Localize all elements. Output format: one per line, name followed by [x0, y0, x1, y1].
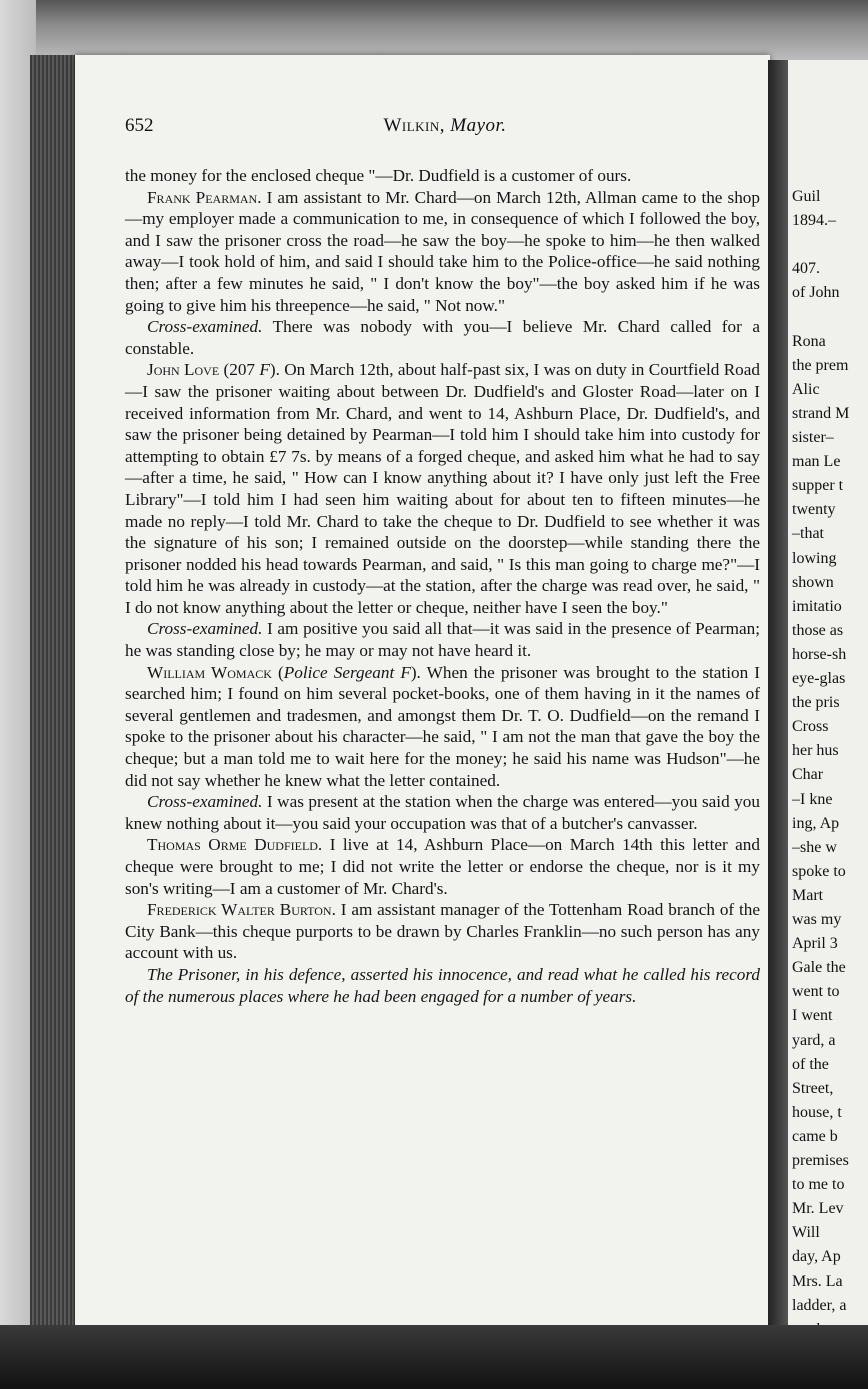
next-page-line: of John [792, 284, 840, 302]
witness-name: John Love [147, 360, 220, 380]
witness-name: Frank Pearman. [147, 187, 262, 207]
witness-detail-italic: Police Sergeant F [283, 662, 411, 682]
next-page-line: Guil [792, 188, 821, 205]
witness-detail-end: ). [410, 662, 421, 682]
cross-examined-label: Cross-examined. [147, 317, 263, 337]
left-page [75, 55, 770, 1335]
next-page-line: Char [792, 766, 824, 784]
next-page-line: Gale the [792, 959, 846, 977]
paragraph-text: There was nobody with you—I believe Mr. Chard called for a constable. [125, 317, 760, 358]
paragraph [125, 834, 760, 899]
paragraph-text: On March 12th, about half-past six, I was on duty in Courtfield Road—I saw the prisoner waiting about between Dr. Dudfield's and Gloster Road—later on I received information from Mr. Chard, and went to 14, Ashburn Place, Dr. Dudfield's, and saw the prisoner being detained by Pearman—I told him I should take him into custody for attempting to obtain £7 7s. by means of a forged cheque, and asked him what he had to say—after a time, he said, " How can I know anything about it? I have only just left the Free Library"—I told him I had seen him waiting about for about ten to fifteen minutes—he made no reply—I told Mr. Chard to take the cheque to Dr. Dudfield to see whether it was the signature of his son; I remained outside on the doorstep—while standing there the prisoner nodded his head towards Pearman, and said, " Is this man going to charge me?"—I told him he was already in custody—at the station, after the charge was read over, he said, " I do not know anything about the letter or cheque, neither have I seen the boy." [125, 360, 760, 617]
next-page-line: sister– [792, 429, 834, 446]
cross-examined-label: Cross-examined. [147, 619, 263, 639]
paragraph [125, 791, 760, 834]
next-page-line: Alic [792, 380, 820, 398]
next-page-line: imitatio [792, 597, 842, 615]
next-page-line: strand M [792, 404, 850, 422]
paragraph-text: I was present at the station when the charge was entered—you said you knew nothing about it—you said your occupation was that of a butcher's canvasser. [125, 792, 760, 833]
witness-name: Thomas Orme Dudfield. [147, 835, 323, 855]
next-page-line: Mr. Lev [792, 1200, 844, 1218]
next-page-line: yard, a [792, 1031, 836, 1049]
book-gutter [768, 60, 788, 1330]
next-page-line: 407. [792, 260, 820, 278]
next-page-line: to me to [792, 1176, 845, 1194]
scan-bottom-shadow [0, 1325, 868, 1389]
next-page-fragment [788, 60, 868, 1350]
next-page-line: her hus [792, 742, 839, 760]
next-page-line: –that [792, 525, 824, 543]
cross-examined-label: Cross-examined. [147, 792, 263, 812]
next-page-line: eye-glas [792, 670, 846, 687]
witness-name: William Womack [147, 662, 272, 682]
paragraph [125, 316, 760, 359]
next-page-line: the prem [792, 356, 849, 374]
paragraph-text: I live at 14, Ashburn Place—on March 14th this letter and cheque were brought to me; I did not write the letter or endorse the cheque, nor is it my son's writing—I am a customer of Mr. Chard's. [125, 835, 760, 898]
paragraph [125, 187, 760, 317]
paragraph [125, 165, 760, 187]
paragraph-text: I am positive you said all that—it was said in the presence of Pearman; he was standing close by; he may or may not have heard it. [125, 619, 760, 661]
next-page-line: April 3 [792, 935, 838, 953]
paragraph-text: When the prisoner was brought to the station I searched him; I found on him several pocket-books, one of them having in it the names of several gentlemen and tradesmen, and amongst them Dr. T. O. Dudfield—on the remand I spoke to the prisoner about his character—he said, " I am not the man that gave the boy the cheque; but a man told me to wait here for the money; he said his name was Hudson"—he did not say whether he knew what the letter contained. [125, 662, 760, 790]
next-page-line: was my [792, 911, 842, 928]
paragraph [125, 899, 760, 964]
body-text [125, 165, 760, 1007]
paragraph-text: the money for the enclosed cheque "—Dr. Dudfield is a customer of ours. [125, 166, 632, 185]
witness-detail-end: ). [269, 360, 280, 380]
running-head-title: Mayor. [450, 115, 507, 136]
next-page-line: lowing [792, 549, 837, 567]
next-page-line: I went [792, 1007, 833, 1025]
next-page-line: supper t [792, 477, 844, 495]
next-page-line: 1894.– [792, 212, 836, 230]
witness-detail: (207 [219, 360, 260, 380]
next-page-line: house, t [792, 1103, 842, 1121]
next-page-line: horse-sh [792, 645, 847, 663]
next-page-line: the pris [792, 694, 840, 712]
next-page-line: Street, [792, 1079, 834, 1097]
next-page-line: Will [792, 1224, 820, 1242]
next-page-line: came b [792, 1127, 838, 1145]
next-page-line: premises [792, 1152, 849, 1169]
page-number: 652 [125, 115, 154, 136]
next-page-line: Cross [792, 718, 829, 736]
next-page-line: Rona [792, 332, 826, 350]
witness-detail-italic: F [259, 360, 270, 380]
paragraph [125, 618, 760, 661]
next-page-line: went to [792, 983, 840, 1001]
paragraph-text: I am assistant to Mr. Chard—on March 12th, Allman came to the shop—my employer made a communication to me, in consequence of which I followed the boy, and I saw the prisoner cross the road—he saw the boy—he spoke to him—he then walked away—I took hold of him, and said I should take him to the Police-office—he said nothing then; after a few minutes he said, " I don't know the boy"—the boy asked him if he was going to give him his threepence—he said, " Not now." [125, 187, 760, 315]
page-header [125, 115, 765, 145]
defence-statement: The Prisoner, in his defence, asserted his innocence, and read what he called his record of the numerous places where he had been engaged for a number of years. [125, 964, 760, 1006]
next-page-line: Mrs. La [792, 1272, 843, 1290]
witness-name: Frederick Walter Burton. [147, 900, 336, 920]
paragraph [125, 359, 760, 618]
next-page-line: ladder, a [792, 1296, 847, 1314]
next-page-line: shown [792, 573, 834, 591]
scan-top-shadow [0, 0, 868, 60]
next-page-line: man Le [792, 453, 841, 471]
next-page-line: ing, Ap [792, 814, 840, 832]
next-page-line: –I kne [792, 790, 833, 808]
paragraph-text: I am assistant manager of the Tottenham Road branch of the City Bank—this cheque purports to be drawn by Charles Franklin—no such person has any account with us. [125, 900, 760, 963]
next-page-line: those as [792, 621, 844, 639]
next-page-line: of the [792, 1055, 829, 1073]
next-page-line: spoke to [792, 862, 846, 880]
next-page-line: –she w [792, 838, 837, 856]
next-page-line: day, Ap [792, 1248, 841, 1266]
witness-detail: ( [271, 662, 284, 682]
running-head [125, 115, 765, 137]
next-page-line: twenty [792, 501, 836, 519]
next-page-line: Mart [792, 886, 824, 904]
running-head-name: Wilkin, [383, 115, 445, 136]
paragraph [125, 964, 760, 1007]
paragraph [125, 662, 760, 792]
